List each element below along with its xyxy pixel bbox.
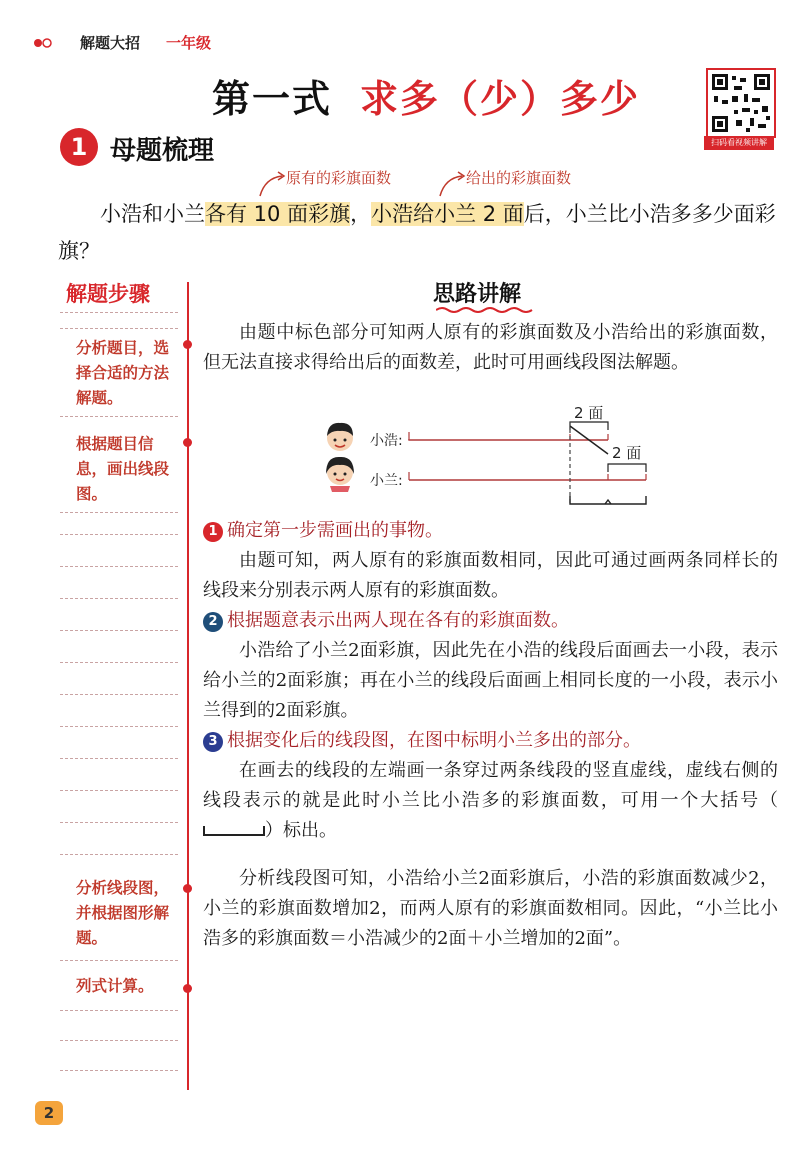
ruled-line bbox=[60, 1070, 178, 1071]
steps-divider bbox=[187, 282, 189, 1090]
problem-text: 后，小兰比小浩多多少面彩旗？ bbox=[58, 202, 776, 263]
step-3: 分析线段图，并根据图形解题。 bbox=[76, 879, 170, 947]
ruled-line bbox=[60, 790, 178, 791]
ruled-line bbox=[60, 598, 178, 599]
annotation-given-flags: 给出的彩旗面数 bbox=[466, 169, 572, 187]
step-marker bbox=[183, 884, 192, 893]
step-2: 根据题目信息，画出线段图。 bbox=[76, 435, 170, 503]
step2-title: 根据题意表示出两人现在各有的彩旗面数。 bbox=[227, 610, 569, 631]
ruled-line bbox=[60, 312, 178, 313]
step-4: 列式计算。 bbox=[76, 977, 154, 995]
line-segment-diagram bbox=[320, 400, 660, 520]
section-title: 母题梳理 bbox=[110, 136, 215, 166]
annotation-original-flags: 原有的彩旗面数 bbox=[286, 169, 392, 187]
brace-icon bbox=[203, 826, 265, 836]
ruled-line bbox=[60, 1010, 178, 1011]
steps-title: 解题步骤 bbox=[66, 282, 150, 306]
header-dots-icon bbox=[33, 38, 73, 48]
section-number-badge: 1 bbox=[60, 128, 98, 166]
step2-body: 小浩给了小兰2面彩旗，因此先在小浩的线段后面画去一小段，表示给小兰的2面彩旗；再在小兰的线段后面画上相同长度的一小段，表示小兰得到的2面彩旗。 bbox=[203, 640, 778, 721]
step-marker bbox=[183, 340, 192, 349]
label-2-flags-given: 2 面 bbox=[574, 404, 604, 422]
step-marker bbox=[183, 438, 192, 447]
ruled-line bbox=[60, 694, 178, 695]
qr-caption: 扫码看视频讲解 bbox=[704, 136, 774, 150]
ruled-line bbox=[60, 630, 178, 631]
ruled-line bbox=[60, 328, 178, 329]
step3-body-text: ）标出。 bbox=[265, 820, 337, 841]
step-1: 分析题目，选择合适的方法解题。 bbox=[76, 339, 170, 407]
step3-body bbox=[203, 756, 778, 846]
ruled-line bbox=[60, 662, 178, 663]
step1-number-badge: 1 bbox=[203, 522, 223, 542]
label-xiaolan: 小兰: bbox=[370, 473, 403, 489]
series-name: 解题大招 bbox=[80, 34, 141, 52]
ruled-line bbox=[60, 960, 178, 961]
qr-code-icon[interactable] bbox=[706, 68, 776, 138]
ruled-line bbox=[60, 758, 178, 759]
label-xiaohao: 小浩: bbox=[370, 433, 403, 449]
step1-body: 由题可知，两人原有的彩旗面数相同，因此可通过画两条同样长的线段来分别表示两人原有的彩旗面数。 bbox=[203, 550, 778, 601]
step-marker bbox=[183, 984, 192, 993]
ideas-underline-icon bbox=[436, 306, 536, 314]
problem-statement bbox=[58, 196, 778, 270]
step3-title: 根据变化后的线段图，在图中标明小兰多出的部分。 bbox=[227, 730, 641, 751]
highlight-given-flags: 小浩给小兰 2 面 bbox=[371, 202, 524, 226]
problem-text: 小浩和小兰 bbox=[100, 202, 205, 226]
boy-avatar-icon bbox=[327, 423, 353, 451]
step3-body-text: 在画去的线段的左端画一条穿过两条线段的竖直虚线，虚线右侧的线段表示的就是此时小兰比小浩多的彩旗面数，可用一个大括号（ bbox=[203, 760, 778, 811]
lesson-title: 求多（少）多少 bbox=[360, 77, 641, 121]
step2-number-badge: 2 bbox=[203, 612, 223, 632]
grade-label: 一年级 bbox=[166, 34, 212, 52]
problem-text: ， bbox=[350, 202, 372, 226]
label-2-flags-received: 2 面 bbox=[612, 444, 642, 462]
girl-avatar-icon bbox=[326, 457, 354, 492]
ideas-title: 思路讲解 bbox=[433, 282, 522, 307]
ruled-line bbox=[60, 854, 178, 855]
ruled-line bbox=[60, 726, 178, 727]
ruled-line bbox=[60, 1040, 178, 1041]
step3-heading bbox=[203, 726, 778, 756]
step1-title: 确定第一步需画出的事物。 bbox=[227, 520, 443, 541]
ruled-line bbox=[60, 416, 178, 417]
page-number: 2 bbox=[35, 1101, 63, 1125]
step3-number-badge: 3 bbox=[203, 732, 223, 752]
step2-heading bbox=[203, 606, 778, 636]
lesson-number: 第一式 bbox=[212, 77, 333, 121]
step1-heading bbox=[203, 516, 778, 546]
intro-paragraph: 由题中标色部分可知两人原有的彩旗面数及小浩给出的彩旗面数，但无法直接求得给出后的面数差，此时可用画线段图法解题。 bbox=[203, 322, 778, 373]
ruled-line bbox=[60, 512, 178, 513]
analysis-paragraph: 分析线段图可知，小浩给小兰2面彩旗后，小浩的彩旗面数减少2，小兰的彩旗面数增加2，而两人原有的彩旗面数相同。因此，“小兰比小浩多的彩旗面数＝小浩减少的2面＋小兰增加的2面”。 bbox=[203, 868, 778, 949]
highlight-original-flags: 各有 10 面彩旗 bbox=[205, 202, 351, 226]
ruled-line bbox=[60, 566, 178, 567]
ruled-line bbox=[60, 534, 178, 535]
ruled-line bbox=[60, 822, 178, 823]
